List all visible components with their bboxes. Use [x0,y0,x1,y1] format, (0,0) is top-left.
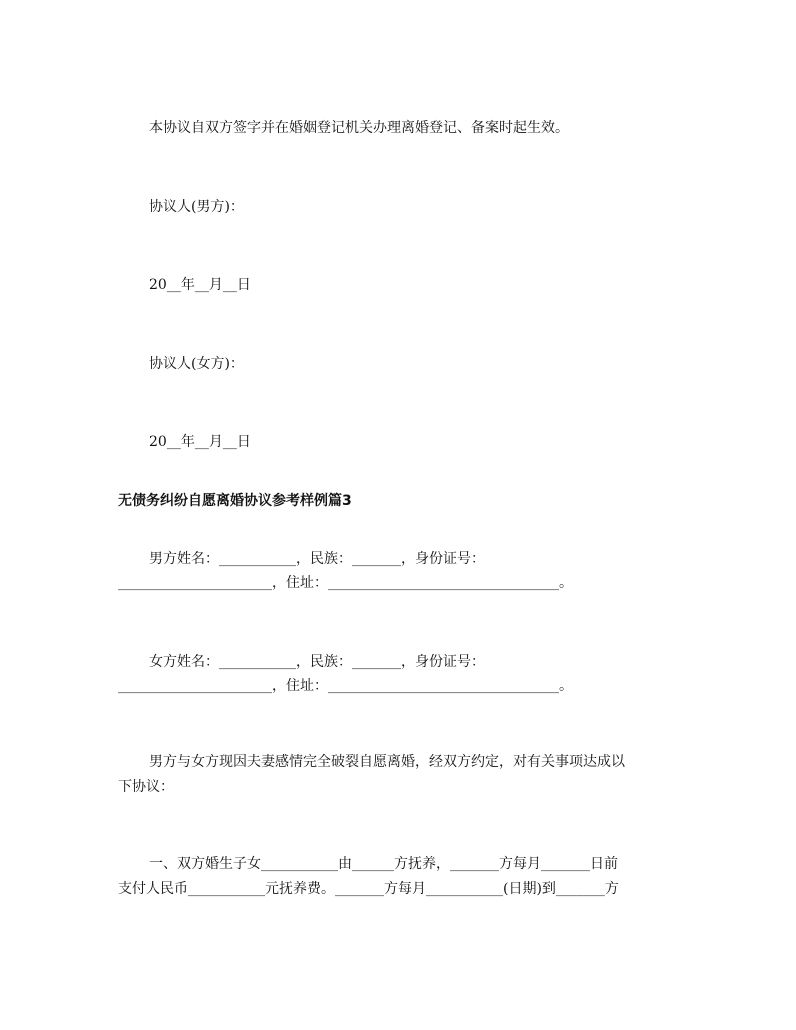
male-info-line-2: ______________________，住址：_________________________________。 [118,575,573,591]
clause-1-line-2: 支付人民币___________元抚养费。_______方每月___________(日期)到_______方 [118,881,619,897]
signer-male-label: 协议人(男方)： [149,199,244,215]
female-info-line-2: ______________________，住址：_________________________________。 [118,678,573,694]
effective-clause: 本协议自双方签字并在婚姻登记机关办理离婚登记、备案时起生效。 [149,120,569,136]
clause-1-line-1: 一、双方婚生子女___________由______方抚养，_______方每月_______日前 [149,856,618,872]
agreement-intro-line-2: 下协议： [118,779,174,795]
date-line-male: 20__年__月__日 [149,277,251,293]
signer-female-label: 协议人(女方)： [149,356,244,372]
male-info-line-1: 男方姓名：___________，民族：_______，身份证号： [149,551,485,567]
section-heading: 无债务纠纷自愿离婚协议参考样例篇3 [118,493,352,509]
female-info-line-1: 女方姓名：___________，民族：_______，身份证号： [149,654,485,670]
date-line-female: 20__年__月__日 [149,434,251,450]
agreement-intro-line-1: 男方与女方现因夫妻感情完全破裂自愿离婚，经双方约定，对有关事项达成以 [149,754,625,770]
